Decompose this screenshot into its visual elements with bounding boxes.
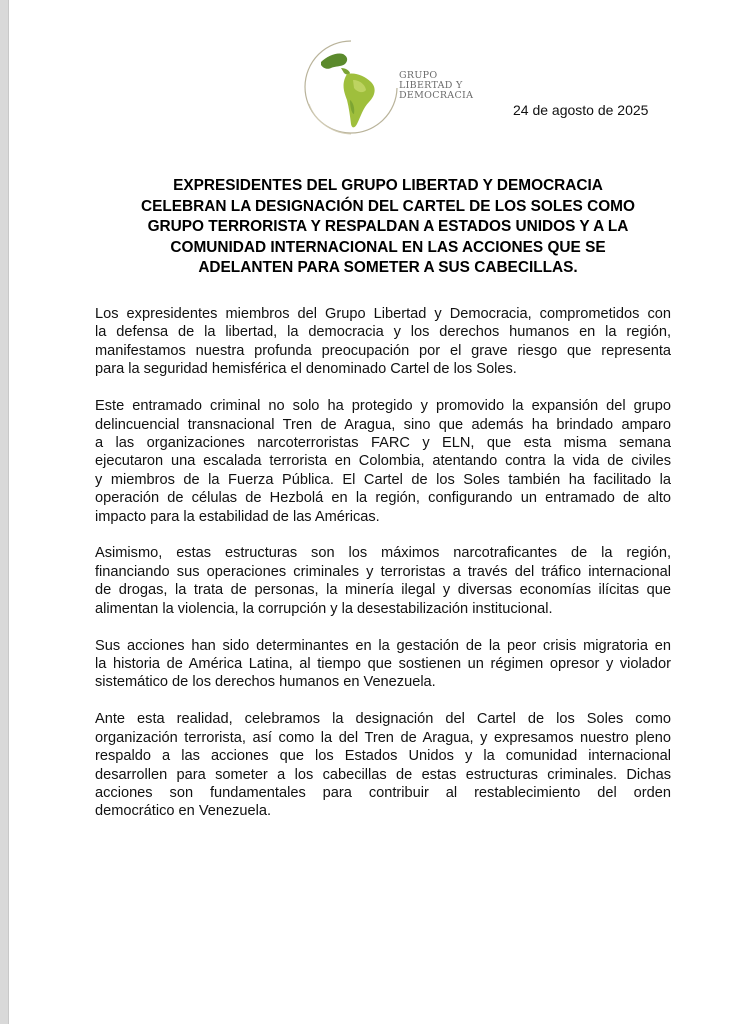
paragraph — [95, 637, 671, 692]
paragraph-line: acciones son fundamentales para contribuir al restablecimiento del orden — [95, 784, 671, 801]
document-page — [8, 0, 754, 1024]
logo-wordmark — [399, 71, 473, 101]
paragraph-line: Ante esta realidad, celebramos la designación del Cartel de los Soles como — [95, 711, 671, 728]
paragraph-line: Este entramado criminal no solo ha protegido y promovido la expansión del grupo — [95, 398, 671, 415]
title-line: COMUNIDAD INTERNACIONAL EN LAS ACCIONES QUE SE — [170, 238, 606, 256]
paragraph-line: alimentan la violencia, la corrupción y la desestabilización institucional. — [95, 600, 553, 617]
americas-map-icon — [303, 38, 399, 138]
paragraph-line: para la seguridad hemisférica el denominado Cartel de los Soles. — [95, 361, 517, 378]
title-line: EXPRESIDENTES DEL GRUPO LIBERTAD Y DEMOCRACIA — [173, 177, 603, 194]
paragraph-line: la historia de América Latina, al tiempo que sostienen un régimen opresor y violador — [95, 656, 671, 672]
paragraph — [95, 544, 671, 618]
logo-line: LIBERTAD Y — [399, 80, 463, 91]
paragraph-line: ejecutaron una escalada terrorista en Colombia, atentando contra la vida de civiles — [95, 453, 671, 470]
document-date: 24 de agosto de 2025 — [513, 102, 649, 118]
paragraph-line: a las organizaciones narcoterroristas FARC y ELN, que esta misma semana — [95, 434, 671, 451]
press-release-title — [81, 176, 695, 279]
paragraph-line: y miembros de la Fuerza Pública. El Cartel de los Soles también ha facilitado la — [95, 471, 671, 488]
title-line: ADELANTEN PARA SOMETER A SUS CABECILLAS. — [198, 259, 578, 276]
paragraph-line: manifestamos nuestra profunda preocupación por el grave riesgo que representa — [95, 342, 671, 359]
title-line: CELEBRAN LA DESIGNACIÓN DEL CARTEL DE LOS SOLES COMO — [141, 197, 635, 215]
paragraph-line: Sus acciones han sido determinantes en la gestación de la peor crisis migratoria en — [95, 637, 671, 654]
paragraph-line: organización terrorista, así como la del Tren de Aragua, y expresamos nuestro pleno — [95, 729, 671, 746]
paragraph-line: Asimismo, estas estructuras son los máximos narcotraficantes de la región, — [95, 545, 671, 562]
paragraph — [95, 305, 671, 379]
paragraph-line: Los expresidentes miembros del Grupo Libertad y Democracia, comprometidos con — [95, 306, 671, 322]
paragraph-line: operación de células de Hezbolá en la región, configurando un entramado de alto — [95, 490, 671, 507]
paragraph-line: sistemático de los derechos humanos en Venezuela. — [95, 674, 436, 691]
paragraph-line: de drogas, la trata de personas, la minería ilegal y diversas economías ilícitas que — [95, 582, 671, 599]
paragraph-line: delincuencial transnacional Tren de Aragua, sino que además ha brindado amparo — [95, 416, 671, 433]
paragraph-line: financiando sus operaciones criminales y terroristas a través del tráfico internacional — [95, 563, 671, 580]
paragraph-line: democrático en Venezuela. — [95, 803, 272, 820]
paragraph-line: la defensa de la libertad, la democracia y los derechos humanos en la región, — [95, 324, 671, 341]
paragraph — [95, 397, 671, 526]
paragraph-line: impacto para la estabilidad de las Américas. — [95, 508, 380, 525]
organization-logo — [303, 38, 493, 138]
logo-line: GRUPO — [399, 70, 438, 81]
title-line: GRUPO TERRORISTA Y RESPALDAN A ESTADOS UNIDOS Y A LA — [147, 218, 629, 235]
paragraph-line: desarrollen para someter a los cabecillas de estas estructuras criminales. Dichas — [95, 766, 671, 783]
paragraph-line: respaldo a las acciones que los Estados Unidos y la comunidad internacional — [95, 748, 671, 765]
logo-line: DEMOCRACIA — [399, 90, 474, 101]
document-body — [95, 305, 671, 839]
paragraph — [95, 710, 671, 820]
